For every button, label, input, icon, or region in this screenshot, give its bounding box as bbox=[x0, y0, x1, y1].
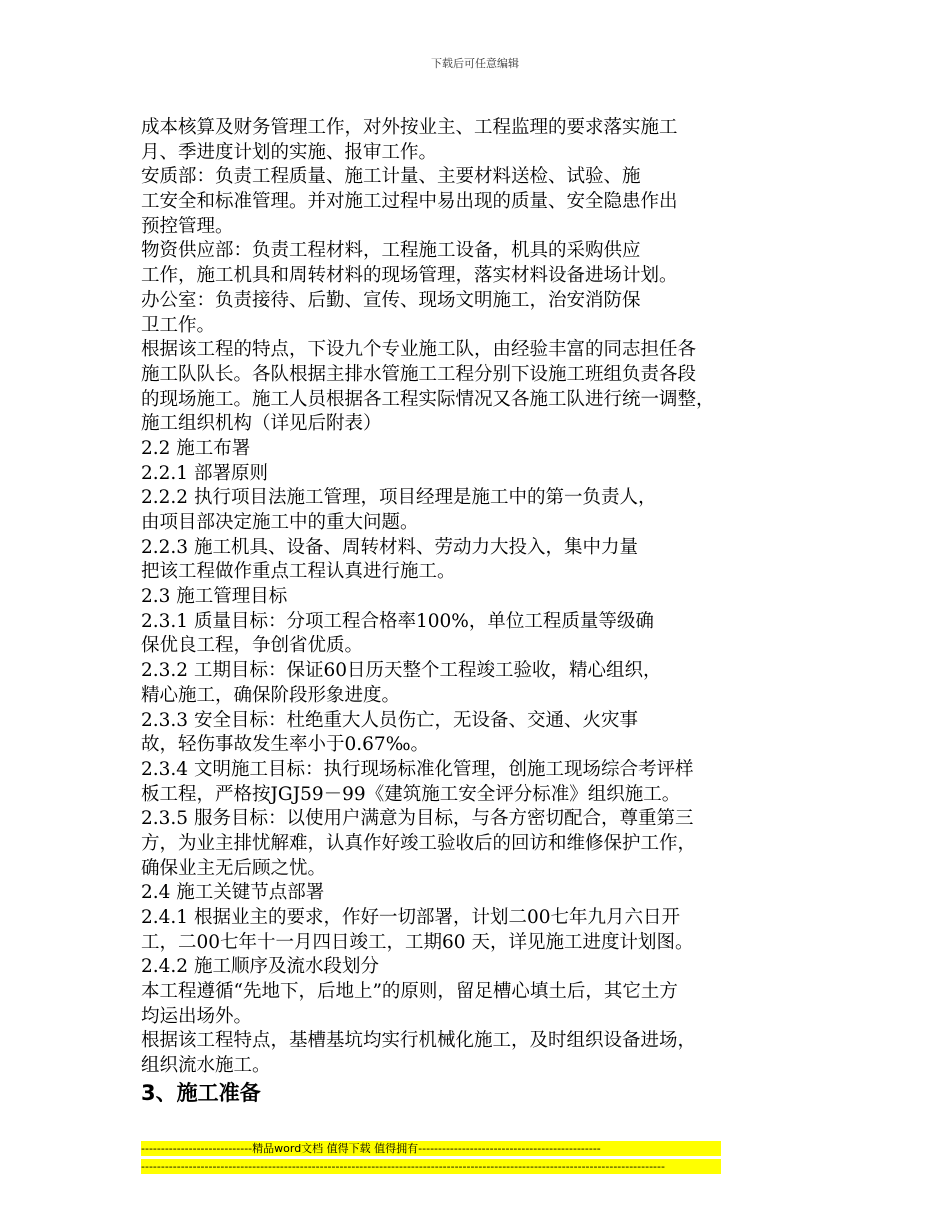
body-line: 2.3.1 质量目标：分项工程合格率100%，单位工程质量等级确 bbox=[141, 610, 654, 632]
body-line: 把该工程做作重点工程认真进行施工。 bbox=[141, 561, 456, 583]
body-line: 方，为业主排忧解难，认真作好竣工验收后的回访和维修保护工作， bbox=[141, 832, 697, 854]
body-line: 2.2.3 施工机具、设备、周转材料、劳动力大投入，集中力量 bbox=[141, 536, 638, 558]
body-line: 物资供应部：负责工程材料，工程施工设备，机具的采购供应 bbox=[141, 240, 641, 262]
body-line: 均运出场外。 bbox=[141, 1005, 253, 1027]
body-line: 本工程遵循“先地下，后地上”的原则，留足槽心填土后，其它土方 bbox=[141, 981, 678, 1003]
body-line: 故，轻伤事故发生率小于0.67‰。 bbox=[141, 734, 430, 756]
body-line: 2.3 施工管理目标 bbox=[141, 586, 288, 608]
body-line: 精心施工，确保阶段形象进度。 bbox=[141, 684, 401, 706]
body-line: 工作，施工机具和周转材料的现场管理，落实材料设备进场计划。 bbox=[141, 265, 678, 287]
body-line: 卫工作。 bbox=[141, 314, 216, 336]
body-line: 月、季进度计划的实施、报审工作。 bbox=[141, 141, 438, 163]
body-line: 由项目部决定施工中的重大问题。 bbox=[141, 512, 419, 533]
body-line: 2.2.1 部署原则 bbox=[141, 462, 268, 484]
footer-line: ----------------------------精品word文档 值得下载 值得拥有---------------------------------------------- bbox=[141, 1141, 721, 1156]
body-line: 2.2.2 执行项目法施工管理，项目经理是施工中的第一负责人， bbox=[141, 487, 657, 509]
document-body bbox=[141, 116, 821, 1079]
body-line: 施工组织机构（详见后附表） bbox=[141, 413, 382, 435]
body-line: 2.3.2 工期目标：保证60日历天整个工程竣工验收，精心组织， bbox=[141, 660, 662, 682]
body-line: 预控管理。 bbox=[141, 215, 234, 237]
header-note: 下载后可任意编辑 bbox=[431, 57, 519, 70]
body-line: 确保业主无后顾之忧。 bbox=[141, 857, 327, 879]
body-line: 施工队队长。各队根据主排水管施工工程分别下设施工班组负责各段 bbox=[141, 363, 697, 385]
body-line: 工安全和标准管理。并对施工过程中易出现的质量、安全隐患作出 bbox=[141, 191, 678, 213]
body-line: 组织流水施工。 bbox=[141, 1055, 271, 1077]
body-line: 保优良工程，争创省优质。 bbox=[141, 635, 364, 657]
body-line: 板工程，严格按JGJ59－99《建筑施工安全评分标准》组织施工。 bbox=[141, 783, 681, 805]
body-line: 安质部：负责工程质量、施工计量、主要材料送检、试验、施 bbox=[141, 166, 641, 188]
body-line: 成本核算及财务管理工作，对外按业主、工程监理的要求落实施工 bbox=[141, 117, 678, 138]
body-line: 2.4.2 施工顺序及流水段划分 bbox=[141, 956, 379, 978]
body-line: 2.4 施工关键节点部署 bbox=[141, 882, 325, 904]
body-line: 根据该工程特点，基槽基坑均实行机械化施工，及时组织设备进场， bbox=[141, 1030, 697, 1052]
body-line: 2.2 施工布署 bbox=[141, 437, 251, 459]
body-line: 办公室：负责接待、后勤、宣传、现场文明施工，治安消防保 bbox=[141, 289, 641, 311]
body-line: 2.3.3 安全目标：杜绝重大人员伤亡，无设备、交通、火灾事 bbox=[141, 709, 638, 731]
footer-banner bbox=[141, 1141, 721, 1177]
body-line: 的现场施工。施工人员根据各工程实际情况又各施工队进行统一调整， bbox=[141, 388, 715, 410]
section-heading: 3、施工准备 bbox=[141, 1081, 261, 1105]
body-line: 2.4.1 根据业主的要求，作好一切部署，计划二00七年九月六日开 bbox=[141, 907, 680, 928]
footer-line: ------------------------------------------------------------------------------------------------------------------------------------ bbox=[141, 1159, 721, 1174]
body-line: 2.3.4 文明施工目标：执行现场标准化管理，创施工现场综合考评样 bbox=[141, 758, 694, 780]
body-line: 工，二00七年十一月四日竣工，工期60 天，详见施工进度计划图。 bbox=[141, 931, 694, 953]
body-line: 2.3.5 服务目标：以使用户满意为目标，与各方密切配合，尊重第三 bbox=[141, 808, 694, 830]
body-line: 根据该工程的特点，下设九个专业施工队，由经验丰富的同志担任各 bbox=[141, 339, 697, 361]
